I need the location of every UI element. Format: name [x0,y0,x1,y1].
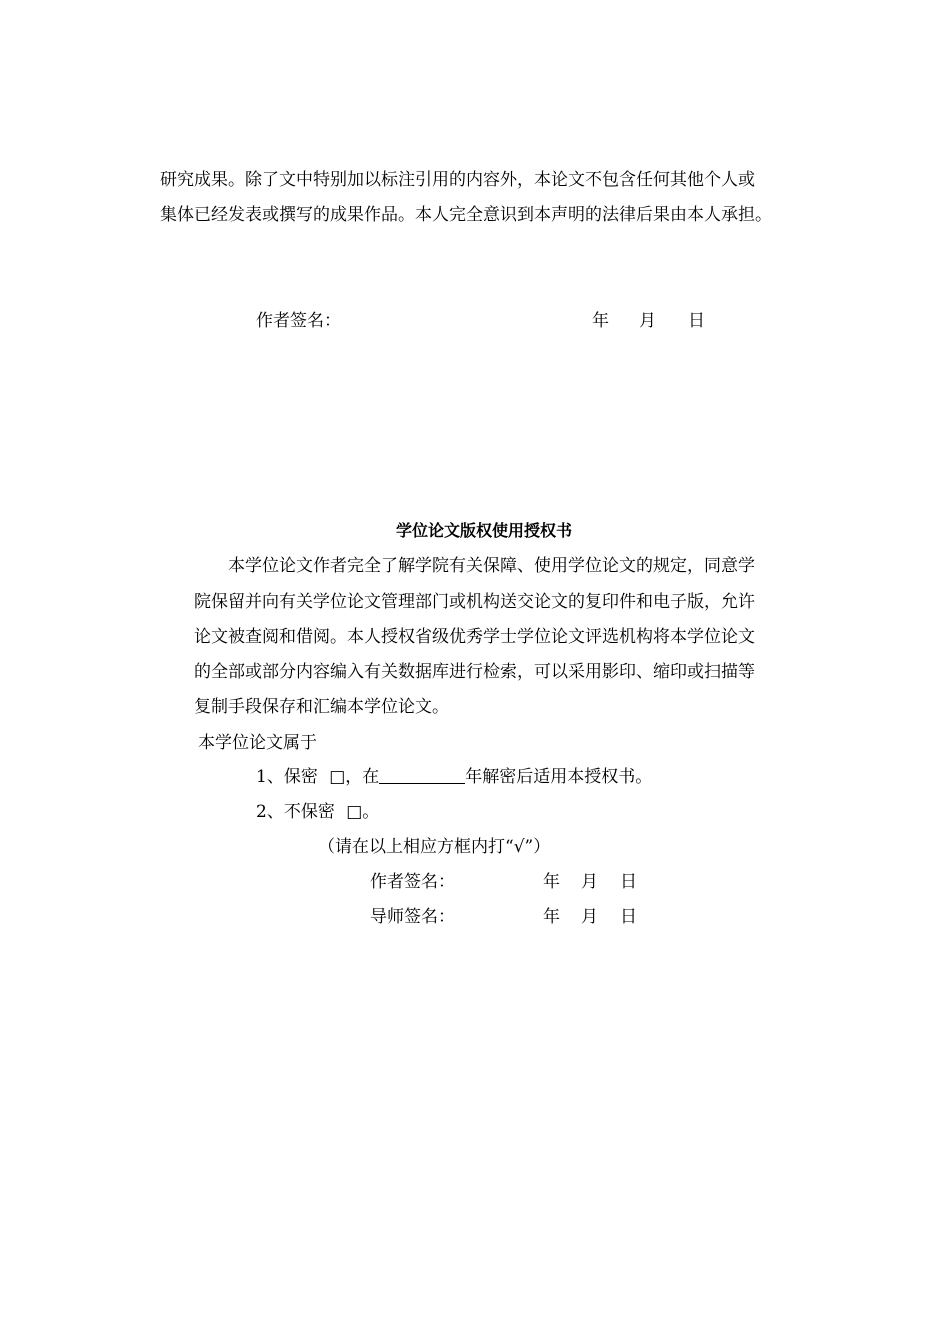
auth-advisor-date-month: 月 [581,907,598,927]
auth-author-date-year: 年 [543,872,560,892]
option-nonconfidential-suffix: 。 [362,802,380,822]
belongs-label: 本学位论文属于 [198,733,317,753]
authorization-para-line-5: 复制手段保存和汇编本学位论文。 [194,697,449,717]
declaration-line-1: 研究成果。除了文中特别加以标注引用的内容外，本论文不包含任何其他个人或 [160,170,755,190]
declassify-year-blank[interactable] [379,767,465,784]
confidential-checkbox[interactable]: □ [329,767,346,787]
checkbox-instruction: （请在以上相应方框内打“√”） [318,837,551,857]
auth-advisor-date-year: 年 [543,907,560,927]
declaration-date-year: 年 [592,311,609,331]
authorization-para-line-3: 论文被查阅和借阅。本人授权省级优秀学士学位论文评选机构将本学位论文 [194,627,755,647]
declaration-author-sign-label: 作者签名： [256,311,341,331]
option-confidential [256,765,652,789]
nonconfidential-checkbox[interactable]: □ [346,802,363,822]
authorization-para-line-2: 院保留并向有关学位论文管理部门或机构送交论文的复印件和电子版，允许 [194,592,755,612]
option-confidential-suffix: 年解密后适用本授权书。 [465,767,653,787]
auth-author-sign-label: 作者签名： [370,872,455,892]
auth-author-date-day: 日 [620,872,637,892]
declaration-line-2: 集体已经发表或撰写的成果作品。本人完全意识到本声明的法律后果由本人承担。 [160,205,772,225]
option-confidential-mid: ，在 [345,767,380,787]
authorization-title: 学位论文版权使用授权书 [396,521,573,540]
authorization-para-line-1: 本学位论文作者完全了解学院有关保障、使用学位论文的规定，同意学 [228,556,755,576]
declaration-date-day: 日 [688,311,705,331]
declaration-date-month: 月 [639,311,656,331]
option-nonconfidential-label: 2、不保密 [256,802,335,822]
auth-advisor-date-day: 日 [620,907,637,927]
auth-author-date-month: 月 [581,872,598,892]
authorization-para-line-4: 的全部或部分内容编入有关数据库进行检索，可以采用影印、缩印或扫描等 [194,662,755,682]
auth-advisor-sign-label: 导师签名： [370,907,455,927]
option-confidential-label: 1、保密 [256,767,318,787]
option-nonconfidential [256,800,379,824]
